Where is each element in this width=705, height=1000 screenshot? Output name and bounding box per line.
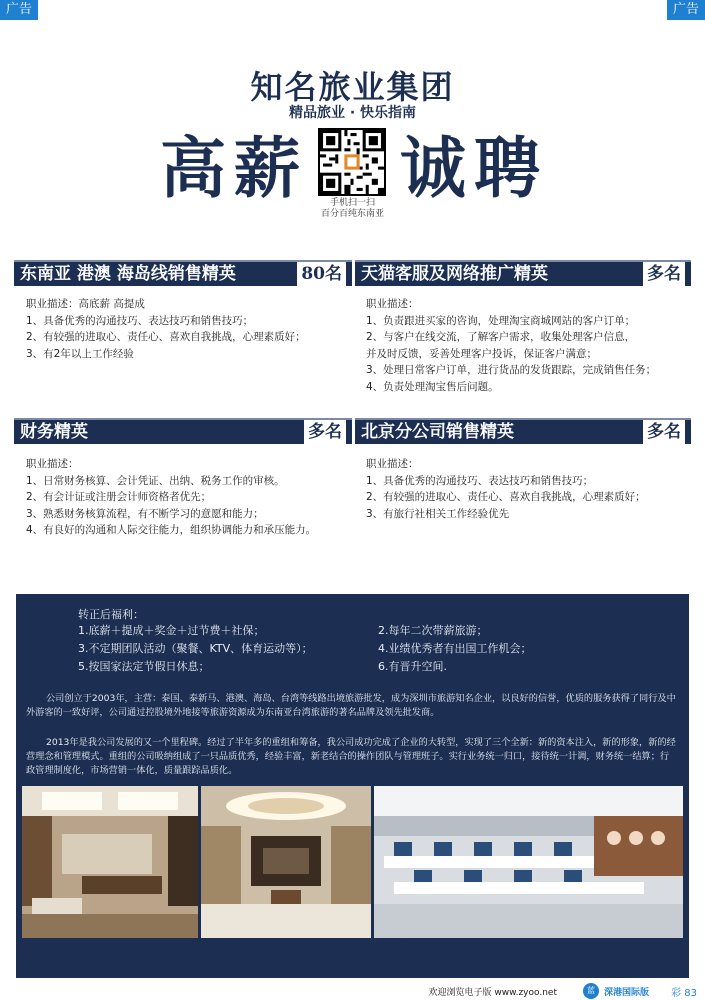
benefit-item: 5.按国家法定节假日休息； [78,660,210,673]
company-slogan: 精品旅业 · 快乐指南 [288,105,417,121]
benefit-item: 3.不定期团队活动（聚餐、KTV、体育运动等）； [78,642,313,655]
office-photo-lobby [201,786,371,938]
job-title: 天猫客服及网络推广精英 [361,264,548,284]
ad-label-right: 广告 [667,0,705,20]
job-count: 80名 [297,262,346,286]
company-name: 知名旅业集团 [250,68,455,106]
job-description-line: 2、有较强的进取心、责任心、喜欢自我挑战，心理素质好； [26,331,306,343]
job-title-bar [355,418,691,444]
job-count: 多名 [304,420,346,444]
job-description-line: 职业描述：高底薪 高提成 [26,298,145,310]
headline-left: 高薪 [160,129,308,207]
office-photo-lobby-image [201,786,371,938]
benefit-item: 2.每年二次带薪旅游； [378,624,488,637]
qr-code-image [320,130,384,194]
job-description [26,456,316,539]
job-description-line: 并及时反馈，妥善处理客户投诉，保证客户满意； [366,347,597,360]
job-description-line: 3、处理日常客户订单，进行货品的发货跟踪，完成销售任务； [366,364,657,376]
job-description-line: 4、有良好的沟通和人际交往能力，组织协调能力和承压能力。 [26,524,317,536]
job-description-line: 1、负责跟进买家的咨询，处理淘宝商城网站的客户订单； [366,314,636,327]
job-description-line: 2、与客户在线交流，了解客户需求，收集处理客户信息， [366,331,636,343]
benefits-box [78,606,618,676]
job-title-bar [14,260,352,286]
page-footer [0,982,705,1000]
benefit-item: 1.底薪＋提成＋奖金＋过节费＋社保； [78,624,265,637]
footer-edition: 深港国际版 [603,988,649,998]
office-photos [22,786,683,938]
contact-name: 秦总 [440,942,493,972]
job-description-line: 1、具备优秀的沟通技巧、表达技巧和销售技巧； [26,314,254,327]
qr-caption-line-1: 手机扫一扫 [329,198,375,208]
job-title-bar [355,260,691,286]
job-description-line: 1、具备优秀的沟通技巧、表达技巧和销售技巧； [366,474,594,487]
job-description-line: 3、有2年以上工作经验 [26,347,134,360]
job-description-line: 4、负责处理淘宝售后问题。 [366,380,499,393]
job-description-line: 2、有会计证或注册会计师资格者优先； [26,491,212,503]
job-title: 北京分公司销售精英 [361,422,514,442]
job-description-line: 职业描述： [366,298,419,310]
footer-website-text[interactable]: 欢迎浏览电子版 www.zyoo.net [428,988,557,998]
benefit-item: 4.业绩优秀者有出国工作机会； [378,642,532,655]
company-milestone: 2013年是我公司发展的又一个里程碑。经过了半年多的重组和筹备，我公司成功完成了企业的大转型，实现了三个全新：新的资本注入，新的形象，新的经营理念和管理模式。重组的公司吸纳组成了一只品质优秀，经验丰富，新老结合的操作团队与管理班子。实行业务统一归口，接待统一计调，财务统一结算；行政管理制度化，市场营销一体化，质量跟踪品质化。 [26,737,676,776]
job-description-line: 2、有较强的进取心、责任心、喜欢自我挑战，心理素质好； [366,491,646,503]
phone-number[interactable]: 13923895120 [230,936,429,966]
job-title: 东南亚 港澳 海岛线销售精英 [20,264,236,284]
job-description-line: 3、熟悉财务核算流程，有不断学习的意愿和能力； [26,507,264,520]
qr-caption [300,198,405,220]
job-description [26,296,306,362]
office-photo-workspace-image [374,786,683,938]
office-photo-executive-image [22,786,198,938]
job-description-line: 职业描述： [366,458,419,470]
office-photo-executive [22,786,198,938]
job-title-bar [14,418,352,444]
job-count: 多名 [643,262,685,286]
job-title: 财务精英 [20,422,88,442]
page-number: 彩 83 [671,988,697,999]
job-description [366,296,656,395]
phone-icon [150,938,180,968]
company-intro: 公司创立于2003年，主营：泰国、泰新马、港澳、海岛、台湾等线路出境旅游批发，成为深圳市旅游知名企业，以良好的信誉，优质的服务获得了同行及中外游客的一致好评，公司通过控股境外地接等旅游资源成为东南亚台湾旅游的著名品牌及领先批发商。 [26,693,676,718]
footer-logo-icon: 蓝 [583,983,599,999]
headline-right: 诚聘 [400,129,548,207]
qr-code[interactable] [318,128,386,196]
job-description-line: 1、日常财务核算、会计凭证、出纳、税务工作的审核。 [26,474,285,487]
ad-label-left: 广告 [0,0,38,20]
job-description-line: 职业描述： [26,458,79,470]
job-count: 多名 [643,420,685,444]
qr-caption-line-2: 百分百纯东南亚 [320,209,384,219]
job-description-line: 3、有旅行社相关工作经验优先 [366,507,510,520]
office-photo-workspace [374,786,683,938]
benefit-item: 6.有晋升空间. [378,660,447,673]
benefits-panel [16,594,689,978]
job-description [366,456,646,522]
benefits-title: 转正后福利： [78,608,144,621]
